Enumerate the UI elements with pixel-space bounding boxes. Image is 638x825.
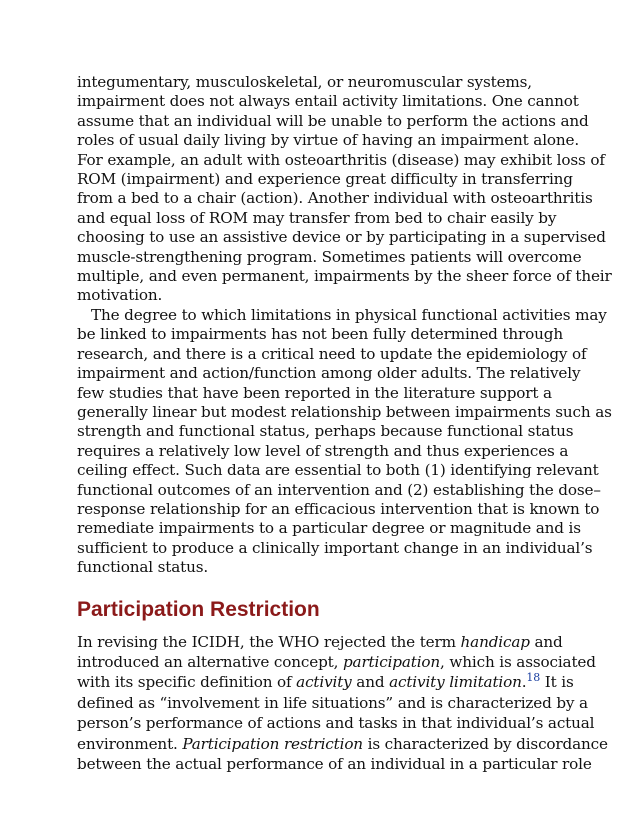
text-line: muscle-strengthening program. Sometimes patients will overcome	[77, 247, 582, 266]
text-line: functional outcomes of an intervention and (2) establishing the dose–	[77, 480, 601, 499]
text-line: few studies that have been reported in the literature support a	[77, 383, 552, 402]
text-line: integumentary, musculoskeletal, or neuromuscular systems,	[77, 73, 532, 91]
text-line: ceiling effect. Such data are essential to both (1) identifying relevant	[77, 461, 599, 480]
text-line: defined as “involvement in life situations” and is characterized by a	[77, 693, 588, 712]
text-line: In revising the ICIDH, the WHO rejected the term handicap and	[77, 632, 563, 651]
text-line: multiple, and even permanent, impairments by the sheer force of their	[77, 267, 612, 286]
text-line: impairment does not always entail activity limitations. One cannot	[77, 92, 579, 111]
paragraph-limitations	[77, 305, 612, 578]
text-line: introduced an alternative concept, participation, which is associated	[77, 652, 596, 671]
text-line: sufficient to produce a clinically important change in an individual’s	[77, 538, 593, 557]
reference-link[interactable]: 18	[526, 671, 541, 685]
text-line: generally linear but modest relationship between impairments such as	[77, 402, 612, 421]
text-line: research, and there is a critical need to update the epidemiology of	[77, 344, 587, 363]
text-line: motivation.	[77, 286, 163, 305]
text-line: with its specific definition of activity and activity limitation.$^{18}$ It is	[77, 671, 574, 692]
text-line: strength and functional status, perhaps because functional status	[77, 422, 574, 441]
text-line: assume that an individual will be unable to perform the actions and	[77, 111, 589, 130]
text-line: ROM (impairment) and experience great difficulty in transferring	[77, 170, 573, 189]
text-line: person’s performance of actions and tasks in that individual’s actual	[77, 714, 595, 733]
section-heading: Participation Restriction	[77, 597, 320, 621]
text-line: between the actual performance of an individual in a particular role	[77, 755, 592, 773]
text-line: be linked to impairments has not been fully determined through	[77, 325, 563, 344]
text-line: from a bed to a chair (action). Another individual with osteoarthritis	[77, 189, 593, 208]
text-line: impairment and action/function among older adults. The relatively	[77, 364, 581, 383]
text-line: environment. Participation restriction is characterized by discordance	[77, 734, 608, 753]
text-line: roles of usual daily living by virtue of having an impairment alone.	[77, 131, 580, 150]
text-line: requires a relatively low level of strength and thus experiences a	[77, 441, 569, 460]
text-line: remediate impairments to a particular degree or magnitude and is	[77, 519, 581, 538]
text-line: choosing to use an assistive device or by participating in a supervised	[77, 228, 606, 247]
text-line: response relationship for an efficacious intervention that is known to	[77, 499, 600, 518]
paragraph-participation	[77, 632, 608, 775]
text-line: The degree to which limitations in physical functional activities may	[91, 305, 607, 324]
text-line: and equal loss of ROM may transfer from bed to chair easily by	[77, 208, 557, 227]
document-page	[77, 73, 612, 774]
paragraph-impairment	[77, 73, 612, 306]
text-line: functional status.	[77, 558, 209, 577]
text-line: For example, an adult with osteoarthritis (disease) may exhibit loss of	[77, 150, 605, 169]
